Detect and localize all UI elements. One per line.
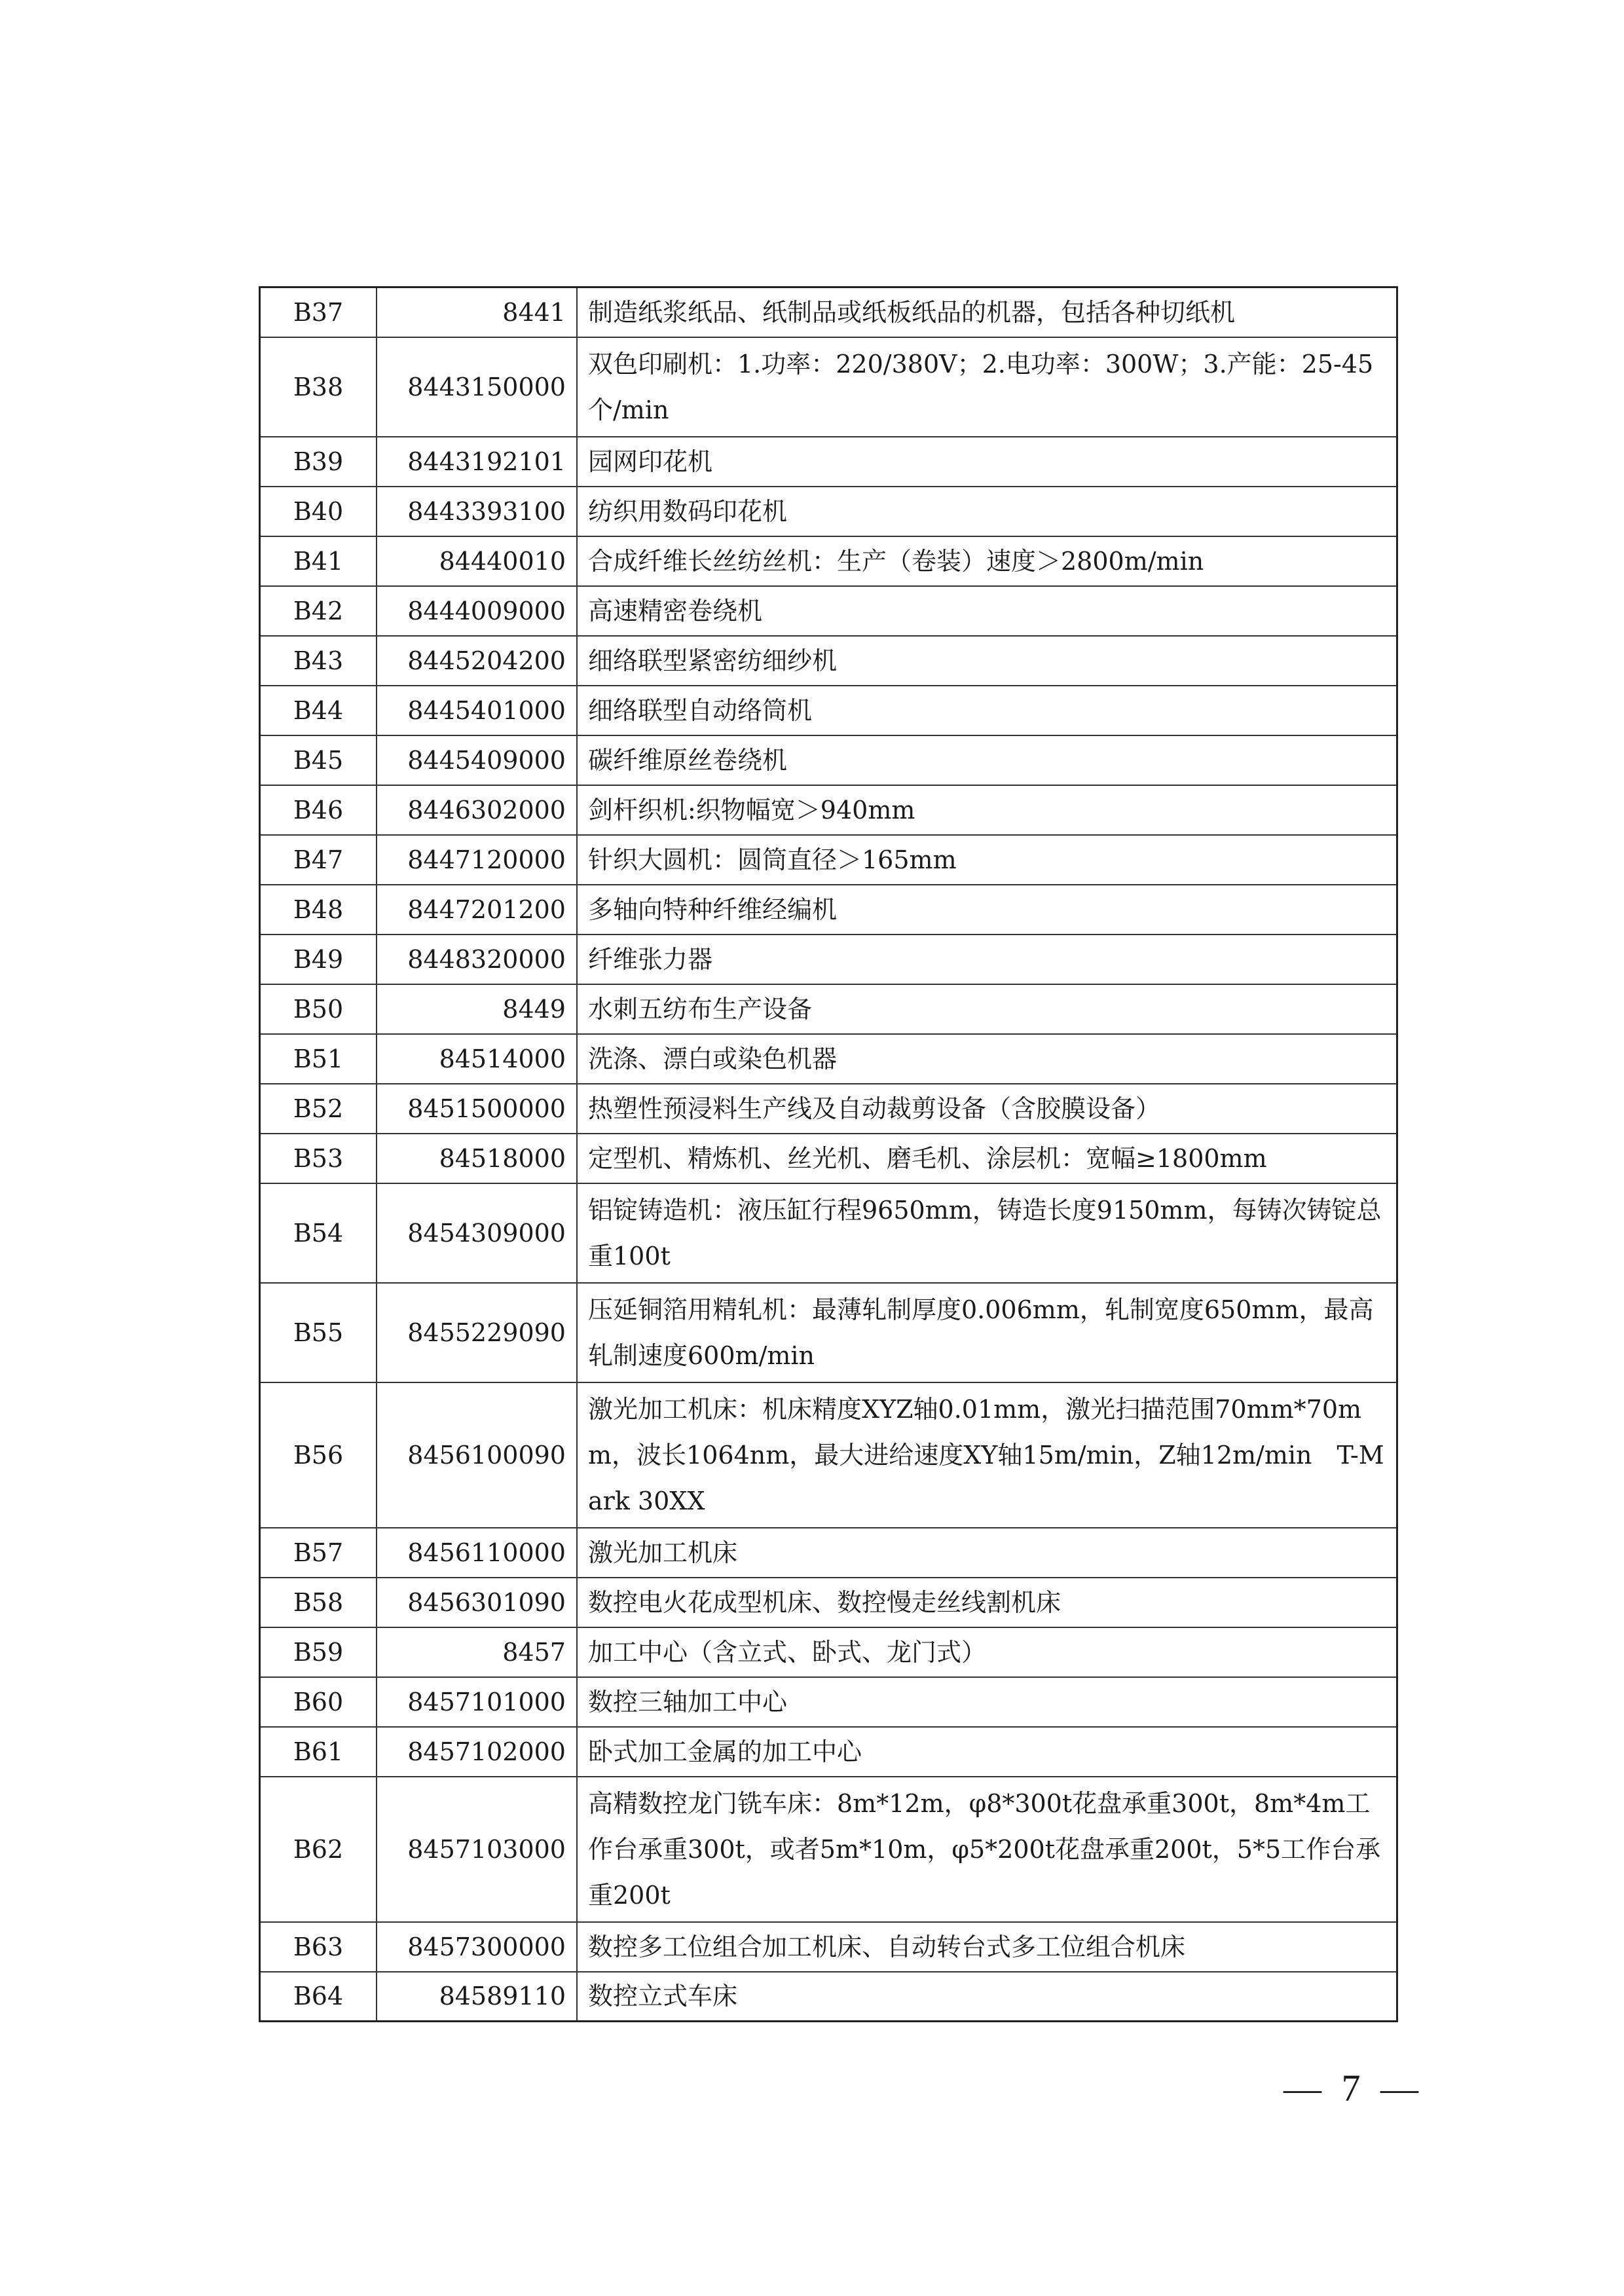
row-description: 纺织用数码印花机	[577, 487, 1397, 536]
row-code: 8443393100	[377, 487, 577, 536]
row-code: 8451500000	[377, 1084, 577, 1134]
row-code: 8457101000	[377, 1677, 577, 1727]
row-id: B58	[260, 1578, 377, 1627]
row-id: B40	[260, 487, 377, 536]
row-id: B47	[260, 835, 377, 885]
row-id: B39	[260, 437, 377, 487]
row-id: B50	[260, 984, 377, 1034]
row-code: 8444009000	[377, 586, 577, 636]
row-id: B44	[260, 686, 377, 735]
row-code: 8449	[377, 984, 577, 1034]
row-code: 8441	[377, 287, 577, 337]
row-code: 8456100090	[377, 1382, 577, 1528]
table-row	[260, 984, 1397, 1034]
table-row	[260, 586, 1397, 636]
table-row	[260, 536, 1397, 586]
table-row	[260, 1034, 1397, 1084]
table-row	[260, 1677, 1397, 1727]
row-description: 数控电火花成型机床、数控慢走丝线割机床	[577, 1578, 1397, 1627]
row-id: B63	[260, 1922, 377, 1972]
row-description: 水刺五纺布生产设备	[577, 984, 1397, 1034]
row-description: 高速精密卷绕机	[577, 586, 1397, 636]
row-code: 8457103000	[377, 1777, 577, 1922]
row-id: B55	[260, 1283, 377, 1382]
page-number: — 7 —	[1283, 2067, 1424, 2109]
row-description: 合成纤维长丝纺丝机：生产（卷装）速度＞2800m/min	[577, 536, 1397, 586]
row-description: 铝锭铸造机：液压缸行程9650mm，铸造长度9150mm，每铸次铸锭总重100t	[577, 1183, 1397, 1283]
row-description: 园网印花机	[577, 437, 1397, 487]
row-description: 卧式加工金属的加工中心	[577, 1727, 1397, 1777]
table-row	[260, 885, 1397, 935]
row-id: B57	[260, 1528, 377, 1578]
table-row	[260, 287, 1397, 337]
row-id: B51	[260, 1034, 377, 1084]
row-description: 细络联型自动络筒机	[577, 686, 1397, 735]
table-row	[260, 1183, 1397, 1283]
row-code: 8454309000	[377, 1183, 577, 1283]
row-id: B62	[260, 1777, 377, 1922]
row-code: 8447201200	[377, 885, 577, 935]
row-code: 8448320000	[377, 935, 577, 984]
row-description: 针织大圆机：圆筒直径＞165mm	[577, 835, 1397, 885]
row-id: B45	[260, 735, 377, 785]
table-row	[260, 1382, 1397, 1528]
row-description: 激光加工机床	[577, 1528, 1397, 1578]
table-row	[260, 1134, 1397, 1183]
table-row	[260, 1578, 1397, 1627]
table-row	[260, 1727, 1397, 1777]
table-row	[260, 686, 1397, 735]
row-description: 数控立式车床	[577, 1972, 1397, 2022]
row-description: 多轴向特种纤维经编机	[577, 885, 1397, 935]
row-id: B54	[260, 1183, 377, 1283]
table-row	[260, 1528, 1397, 1578]
row-id: B48	[260, 885, 377, 935]
row-code: 8447120000	[377, 835, 577, 885]
table-row	[260, 1084, 1397, 1134]
row-description: 纤维张力器	[577, 935, 1397, 984]
table-row	[260, 1283, 1397, 1382]
row-code: 8443150000	[377, 337, 577, 437]
row-code: 8443192101	[377, 437, 577, 487]
table-row	[260, 636, 1397, 686]
row-description: 热塑性预浸料生产线及自动裁剪设备（含胶膜设备）	[577, 1084, 1397, 1134]
table-row	[260, 1922, 1397, 1972]
row-code: 8445409000	[377, 735, 577, 785]
row-description: 加工中心（含立式、卧式、龙门式）	[577, 1627, 1397, 1677]
table-row	[260, 1627, 1397, 1677]
table-row	[260, 437, 1397, 487]
row-id: B56	[260, 1382, 377, 1528]
row-description: 碳纤维原丝卷绕机	[577, 735, 1397, 785]
row-id: B41	[260, 536, 377, 586]
row-description: 压延铜箔用精轧机：最薄轧制厚度0.006mm，轧制宽度650mm，最高轧制速度600m/min	[577, 1283, 1397, 1382]
row-description: 制造纸浆纸品、纸制品或纸板纸品的机器，包括各种切纸机	[577, 287, 1397, 337]
row-id: B60	[260, 1677, 377, 1727]
row-description: 激光加工机床：机床精度XYZ轴0.01mm，激光扫描范围70mm*70mm，波长1064nm，最大进给速度XY轴15m/min，Z轴12m/min T-Mark 30XX	[577, 1382, 1397, 1528]
table-row	[260, 487, 1397, 536]
table-row	[260, 735, 1397, 785]
row-id: B59	[260, 1627, 377, 1677]
table-row	[260, 935, 1397, 984]
row-id: B61	[260, 1727, 377, 1777]
row-code: 8456301090	[377, 1578, 577, 1627]
row-code: 8457	[377, 1627, 577, 1677]
row-description: 剑杆织机:织物幅宽＞940mm	[577, 785, 1397, 835]
table-row	[260, 1777, 1397, 1922]
row-code: 8456110000	[377, 1528, 577, 1578]
row-code: 84440010	[377, 536, 577, 586]
row-id: B49	[260, 935, 377, 984]
row-id: B38	[260, 337, 377, 437]
row-code: 8445204200	[377, 636, 577, 686]
row-id: B42	[260, 586, 377, 636]
row-description: 洗涤、漂白或染色机器	[577, 1034, 1397, 1084]
row-code: 8457102000	[377, 1727, 577, 1777]
row-id: B46	[260, 785, 377, 835]
row-id: B53	[260, 1134, 377, 1183]
equipment-table	[259, 286, 1398, 2022]
row-id: B64	[260, 1972, 377, 2022]
row-code: 8457300000	[377, 1922, 577, 1972]
row-description: 高精数控龙门铣车床：8m*12m，φ8*300t花盘承重300t，8m*4m工作台承重300t，或者5m*10m，φ5*200t花盘承重200t，5*5工作台承重200t	[577, 1777, 1397, 1922]
row-description: 定型机、精炼机、丝光机、磨毛机、涂层机：宽幅≥1800mm	[577, 1134, 1397, 1183]
row-code: 84518000	[377, 1134, 577, 1183]
row-id: B43	[260, 636, 377, 686]
row-description: 细络联型紧密纺细纱机	[577, 636, 1397, 686]
row-code: 8446302000	[377, 785, 577, 835]
row-description: 数控三轴加工中心	[577, 1677, 1397, 1727]
table-row	[260, 835, 1397, 885]
row-code: 84589110	[377, 1972, 577, 2022]
row-code: 84514000	[377, 1034, 577, 1084]
row-code: 8455229090	[377, 1283, 577, 1382]
table-row	[260, 1972, 1397, 2022]
row-code: 8445401000	[377, 686, 577, 735]
table-row	[260, 785, 1397, 835]
row-description: 双色印刷机：1.功率：220/380V；2.电功率：300W；3.产能：25-45个/min	[577, 337, 1397, 437]
row-description: 数控多工位组合加工机床、自动转台式多工位组合机床	[577, 1922, 1397, 1972]
row-id: B52	[260, 1084, 377, 1134]
row-id: B37	[260, 287, 377, 337]
table-row	[260, 337, 1397, 437]
